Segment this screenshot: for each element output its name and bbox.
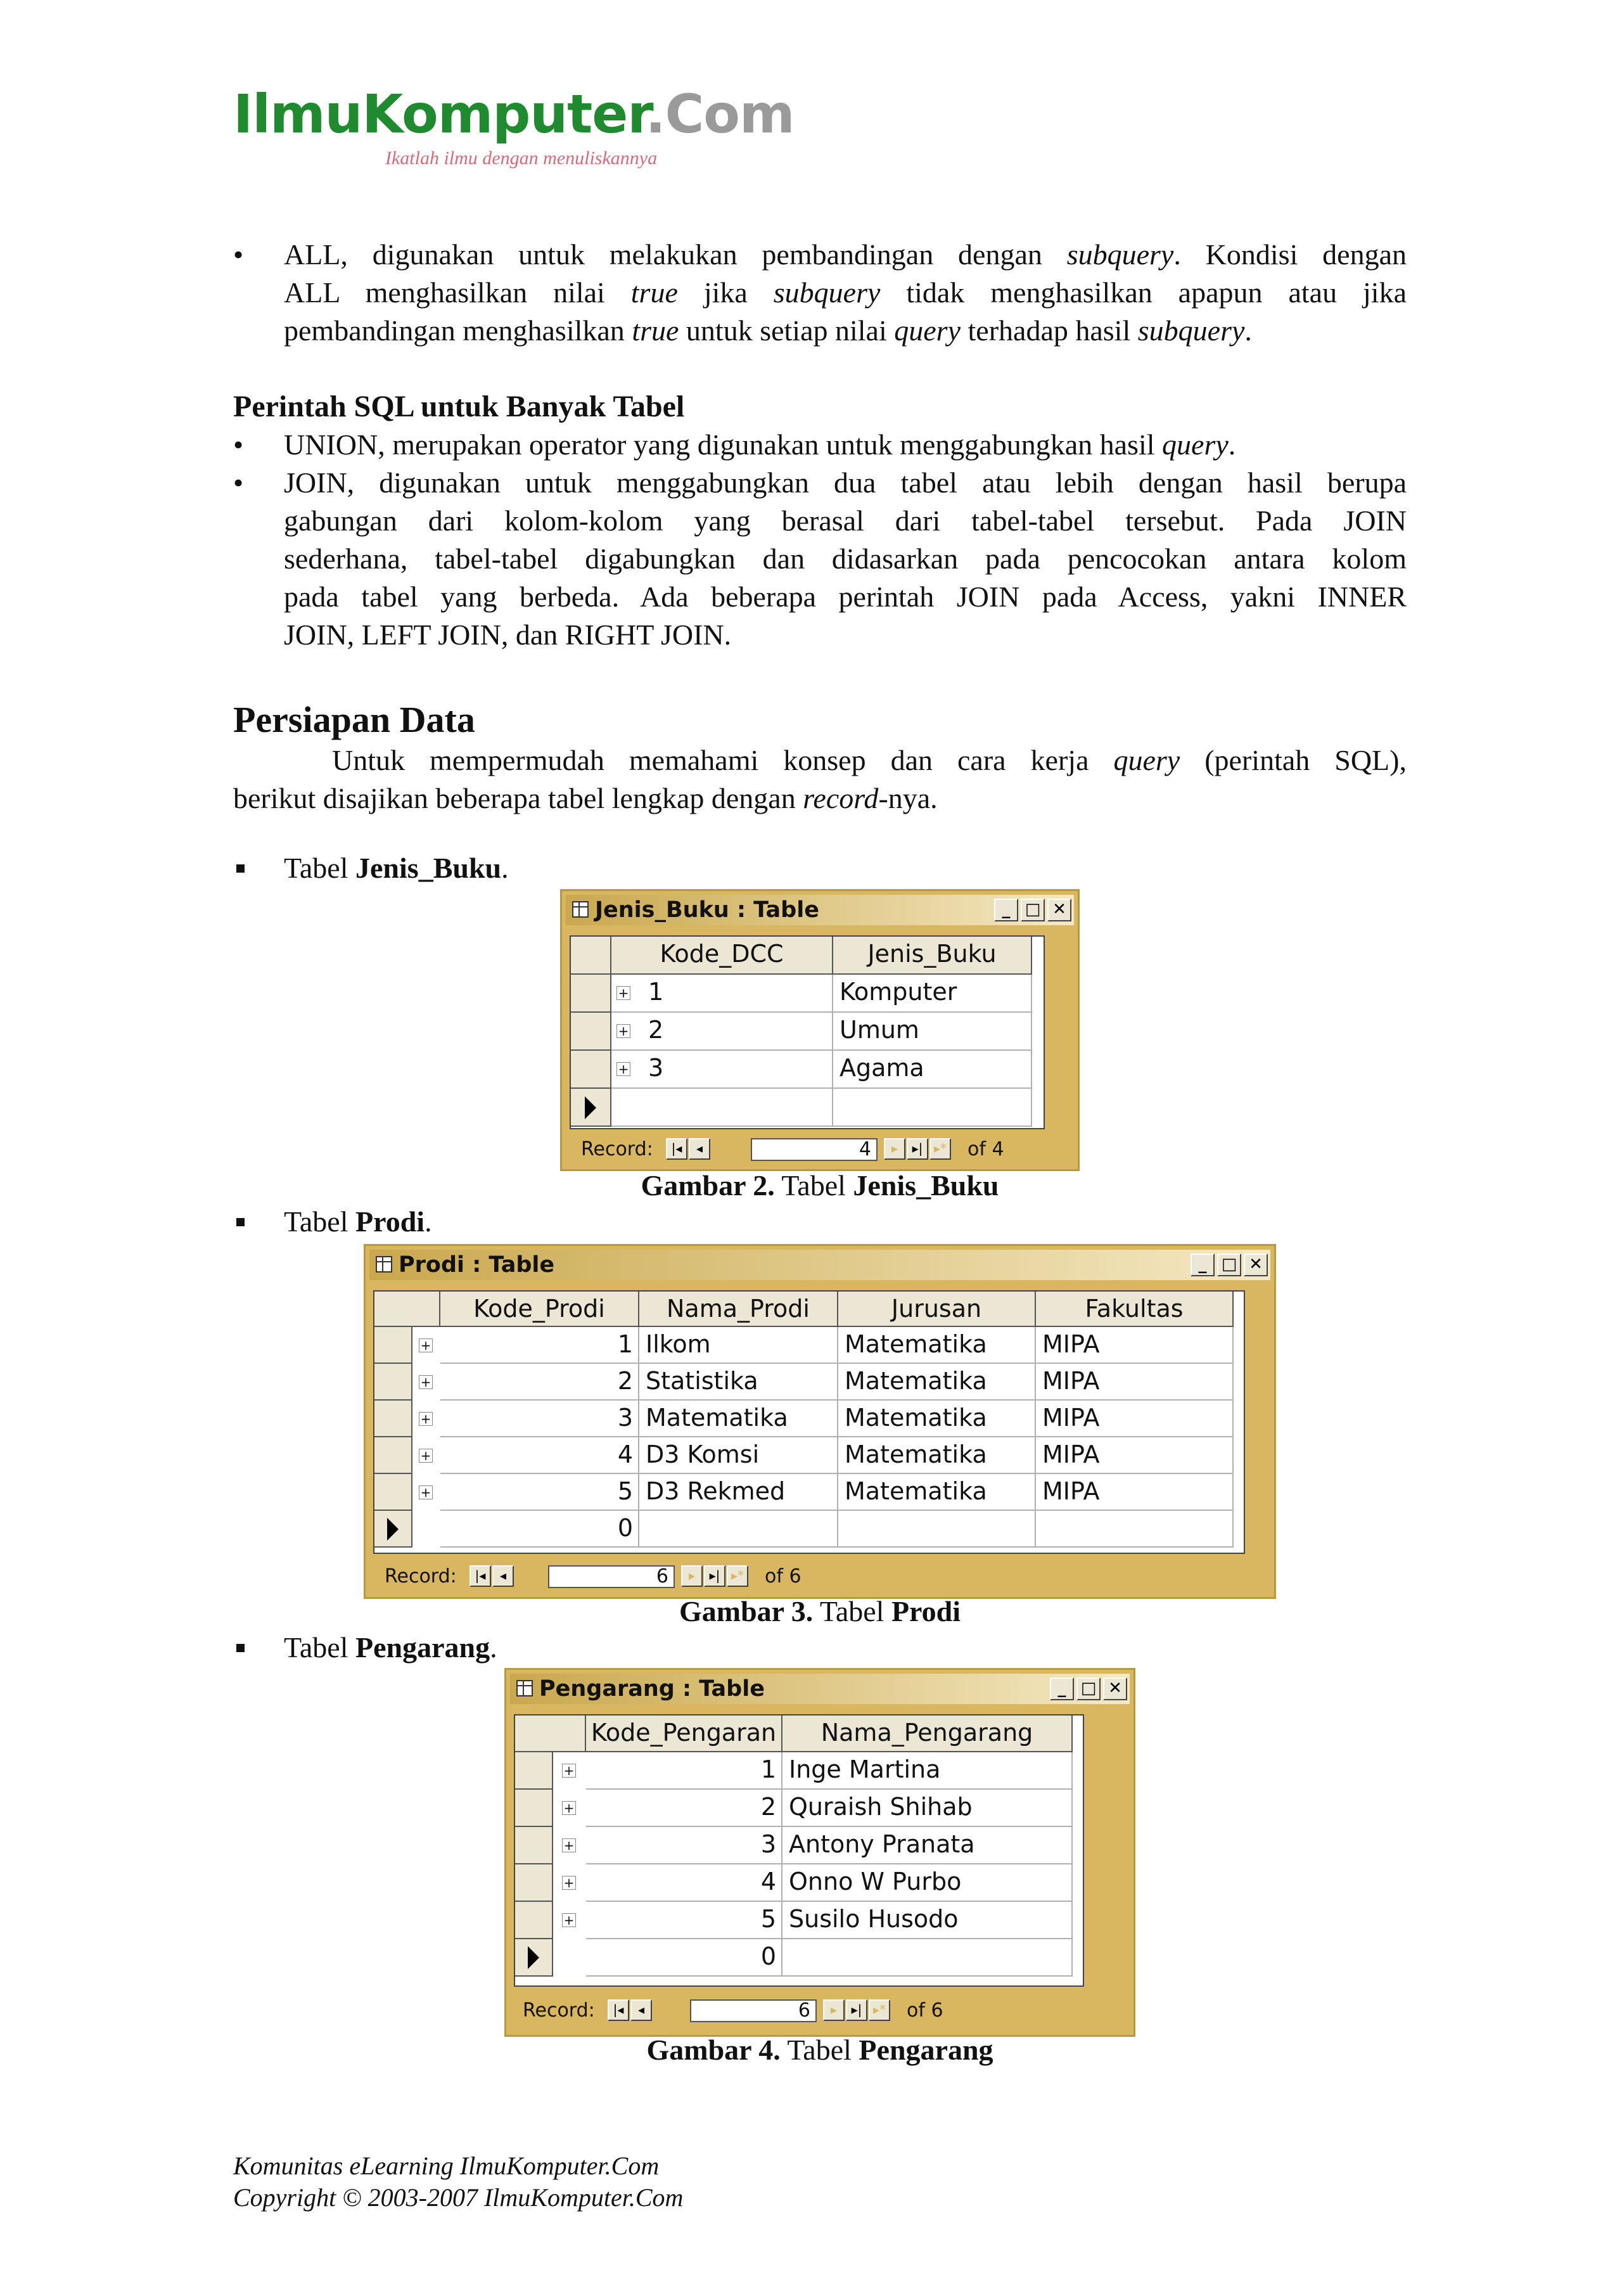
expand-icon[interactable]: + [616,1062,630,1076]
table-cell[interactable]: Komputer [833,975,1032,1013]
close-button[interactable]: ✕ [1103,1677,1127,1700]
column-header[interactable]: Nama_Prodi [639,1292,838,1327]
table-cell[interactable]: 1 [611,975,833,1013]
row-selector[interactable] [374,1401,412,1437]
record-total: of 4 [967,1138,1004,1160]
figure-caption: Gambar 3. Tabel Prodi [679,1595,961,1627]
paragraph-join [284,464,1407,654]
square-bullet [236,1218,245,1226]
table-cell-new[interactable]: 0 [440,1511,639,1548]
paragraph-union: UNION, merupakan operator yang digunakan untuk menggabungkan hasil query. [284,428,1236,461]
item-label-prodi: Tabel Prodi. [284,1205,432,1238]
table-cell[interactable]: Statistika [639,1364,838,1401]
row-selector[interactable] [515,1902,553,1939]
first-record-button[interactable]: |◂ [469,1565,491,1587]
table-cell[interactable]: MIPA [1036,1364,1234,1401]
record-label: Record: [523,1999,595,2022]
table-cell[interactable]: Susilo Husodo [782,1902,1073,1939]
table-cell[interactable]: Matematika [838,1437,1036,1474]
minimize-button[interactable]: _ [1191,1254,1215,1276]
table-cell[interactable]: 1 [440,1327,639,1364]
table-cell[interactable]: 2 [440,1364,639,1401]
table-cell[interactable]: 4 [586,1864,782,1902]
line: gabungan dari kolom-kolom yang berasal dari tabel-tabel tersebut. Pada JOIN [284,504,1407,537]
row-selector[interactable] [374,1437,412,1474]
row-selector[interactable] [515,1790,553,1827]
window-titlebar[interactable] [510,1674,1130,1704]
figure-caption: Gambar 2. Tabel Jenis_Buku [641,1169,999,1202]
window-titlebar[interactable] [566,895,1074,925]
site-tagline: Ikatlah ilmu dengan menuliskannya [385,148,658,169]
table-cell[interactable]: 2 [611,1013,833,1051]
table-cell[interactable]: 3 [440,1401,639,1437]
datasheet-grid [373,1290,1245,1554]
corner-cell[interactable] [374,1292,440,1327]
record-number-input[interactable]: 4 [751,1138,878,1161]
close-button[interactable]: ✕ [1244,1254,1268,1276]
row-selector[interactable] [515,1864,553,1902]
table-cell[interactable]: 3 [586,1827,782,1864]
row-selector[interactable] [374,1327,412,1364]
first-record-button[interactable]: |◂ [666,1138,687,1160]
table-cell[interactable]: 5 [586,1902,782,1939]
table-cell[interactable]: Antony Pranata [782,1827,1073,1864]
logo-part-ilmu: Ilmu [233,83,362,145]
line: JOIN, digunakan untuk menggabungkan dua tabel atau lebih dengan hasil berupa [284,466,1407,499]
row-selector[interactable] [571,975,611,1013]
access-window-prodi [364,1244,1276,1599]
new-record-button[interactable]: ▸* [929,1138,951,1160]
current-record-arrow-icon [387,1518,399,1541]
close-button[interactable]: ✕ [1047,899,1071,921]
maximize-button[interactable]: □ [1217,1254,1241,1276]
new-record-button[interactable]: ▸* [727,1565,748,1587]
prev-record-button[interactable]: ◂ [492,1565,514,1587]
row-selector[interactable] [374,1364,412,1401]
new-record-button[interactable]: ▸* [869,1999,890,2021]
square-bullet [236,1644,245,1652]
column-header[interactable]: Kode_DCC [611,937,833,975]
column-header[interactable]: Fakultas [1036,1292,1234,1327]
table-cell[interactable]: Ilkom [639,1327,838,1364]
last-record-button[interactable]: ▸| [704,1565,725,1587]
column-header[interactable]: Kode_Pengaran [586,1716,782,1752]
table-cell[interactable]: 2 [586,1790,782,1827]
table-cell[interactable]: MIPA [1036,1474,1234,1511]
table-cell[interactable]: 4 [440,1437,639,1474]
record-total: of 6 [907,1999,943,2022]
table-cell[interactable]: Matematika [639,1401,838,1437]
next-record-button[interactable]: ▸ [681,1565,703,1587]
bullet-dot: • [233,428,244,461]
item-label-jenis: Tabel Jenis_Buku. [284,852,509,884]
figure-caption: Gambar 4. Tabel Pengarang [646,2034,993,2066]
table-cell[interactable]: 1 [586,1752,782,1790]
datasheet-grid [570,935,1045,1129]
table-cell[interactable]: Matematika [838,1327,1036,1364]
table-icon [376,1256,392,1273]
item-label-pengarang: Tabel Pengarang. [284,1631,497,1664]
column-header[interactable]: Nama_Pengarang [782,1716,1073,1752]
table-cell[interactable]: Matematika [838,1364,1036,1401]
table-cell[interactable]: D3 Komsi [639,1437,838,1474]
last-record-button[interactable]: ▸| [846,1999,867,2021]
table-cell-new[interactable] [833,1089,1032,1127]
expand-icon[interactable]: + [562,1876,576,1890]
line: berikut disajikan beberapa tabel lengkap dengan record-nya. [233,782,938,814]
bullet-dot: • [233,238,244,271]
minimize-button[interactable]: _ [1050,1677,1074,1700]
expand-icon[interactable]: + [419,1338,433,1352]
table-cell[interactable]: Umum [833,1013,1032,1051]
prev-record-button[interactable]: ◂ [630,1999,652,2021]
first-record-button[interactable]: |◂ [608,1999,629,2021]
expand-icon[interactable]: + [562,1764,576,1778]
table-cell[interactable]: MIPA [1036,1437,1234,1474]
row-selector[interactable] [374,1474,412,1511]
datasheet-grid [514,1714,1084,1987]
line: ALL menghasilkan nilai true jika subquery tidak menghasilkan apapun atau jika [284,276,1407,309]
expand-icon[interactable]: + [419,1449,433,1463]
table-cell[interactable]: Onno W Purbo [782,1864,1073,1902]
table-cell[interactable]: Matematika [838,1474,1036,1511]
table-cell-new[interactable] [782,1939,1073,1977]
expand-icon[interactable]: + [616,986,630,1000]
line: ALL, digunakan untuk melakukan pembandingan dengan subquery. Kondisi dengan [284,238,1407,271]
logo-part-komputer: Komputer [362,83,646,145]
next-record-button[interactable]: ▸ [884,1138,905,1160]
expand-icon[interactable]: + [419,1375,433,1389]
table-icon [572,901,589,918]
current-record-arrow-icon [585,1096,596,1119]
table-cell[interactable]: 5 [440,1474,639,1511]
paragraph-all [284,236,1407,350]
table-cell-new[interactable]: 0 [586,1939,782,1977]
row-selector[interactable] [571,1051,611,1089]
expand-icon[interactable]: + [616,1024,630,1038]
next-record-button[interactable]: ▸ [823,1999,845,2021]
table-cell[interactable]: Agama [833,1051,1032,1089]
table-cell-new[interactable] [838,1511,1036,1548]
expand-icon[interactable]: + [562,1913,576,1927]
column-header[interactable]: Kode_Prodi [440,1292,639,1327]
table-cell[interactable]: MIPA [1036,1401,1234,1437]
record-total: of 6 [765,1565,801,1587]
site-logo [233,83,795,145]
window-title: Pengarang : Table [539,1676,765,1702]
corner-cell[interactable] [571,937,611,975]
row-selector[interactable] [571,1013,611,1051]
last-record-button[interactable]: ▸| [907,1138,928,1160]
line: pada tabel yang berbeda. Ada beberapa perintah JOIN pada Access, yakni INNER [284,580,1407,613]
table-cell-new[interactable] [611,1089,833,1127]
expand-icon[interactable]: + [419,1485,433,1499]
expand-icon[interactable]: + [562,1838,576,1852]
minimize-button[interactable]: _ [994,899,1018,921]
record-label: Record: [385,1565,457,1587]
expand-icon[interactable]: + [419,1412,433,1426]
window-title: Prodi : Table [399,1252,555,1278]
maximize-button[interactable]: □ [1076,1677,1101,1700]
bullet-dot: • [233,466,244,499]
column-header[interactable]: Jurusan [838,1292,1036,1327]
table-cell-new[interactable] [1036,1511,1234,1548]
section-heading-data: Persiapan Data [233,699,475,740]
record-number-input[interactable]: 6 [548,1565,675,1588]
table-icon [516,1680,533,1696]
expand-icon[interactable]: + [562,1801,576,1815]
table-cell[interactable]: Inge Martina [782,1752,1073,1790]
line: pembandingan menghasilkan true untuk setiap nilai query terhadap hasil subquery. [284,314,1252,347]
line: sederhana, tabel-tabel digabungkan dan didasarkan pada pencocokan antara kolom [284,542,1407,575]
access-window-jenis-buku [560,889,1080,1171]
access-window-pengarang [504,1668,1135,2037]
line: Untuk mempermudah memahami konsep dan cara kerja query (perintah SQL), [332,744,1407,776]
table-cell[interactable]: Matematika [838,1401,1036,1437]
column-header[interactable]: Jenis_Buku [833,937,1032,975]
footer-copyright: Copyright © 2003-2007 IlmuKomputer.Com [233,2183,684,2212]
maximize-button[interactable]: □ [1021,899,1045,921]
record-label: Record: [581,1138,653,1160]
corner-cell[interactable] [515,1716,586,1752]
paragraph-data [233,741,1407,818]
table-cell[interactable]: Quraish Shihab [782,1790,1073,1827]
table-cell-new[interactable] [639,1511,838,1548]
square-bullet [236,864,245,873]
logo-part-com: .Com [645,83,795,145]
row-selector[interactable] [515,1752,553,1790]
table-cell[interactable]: 3 [611,1051,833,1089]
record-number-input[interactable]: 6 [690,1999,817,2022]
line: JOIN, LEFT JOIN, dan RIGHT JOIN. [284,619,732,651]
window-title: Jenis_Buku : Table [595,897,819,923]
row-selector[interactable] [515,1827,553,1864]
table-cell[interactable]: MIPA [1036,1327,1234,1364]
window-titlebar[interactable] [369,1250,1270,1280]
table-cell[interactable]: D3 Rekmed [639,1474,838,1511]
footer-community: Komunitas eLearning IlmuKomputer.Com [233,2152,660,2180]
section-heading-multi-table: Perintah SQL untuk Banyak Tabel [233,390,685,423]
prev-record-button[interactable]: ◂ [689,1138,710,1160]
current-record-arrow-icon [528,1946,539,1969]
